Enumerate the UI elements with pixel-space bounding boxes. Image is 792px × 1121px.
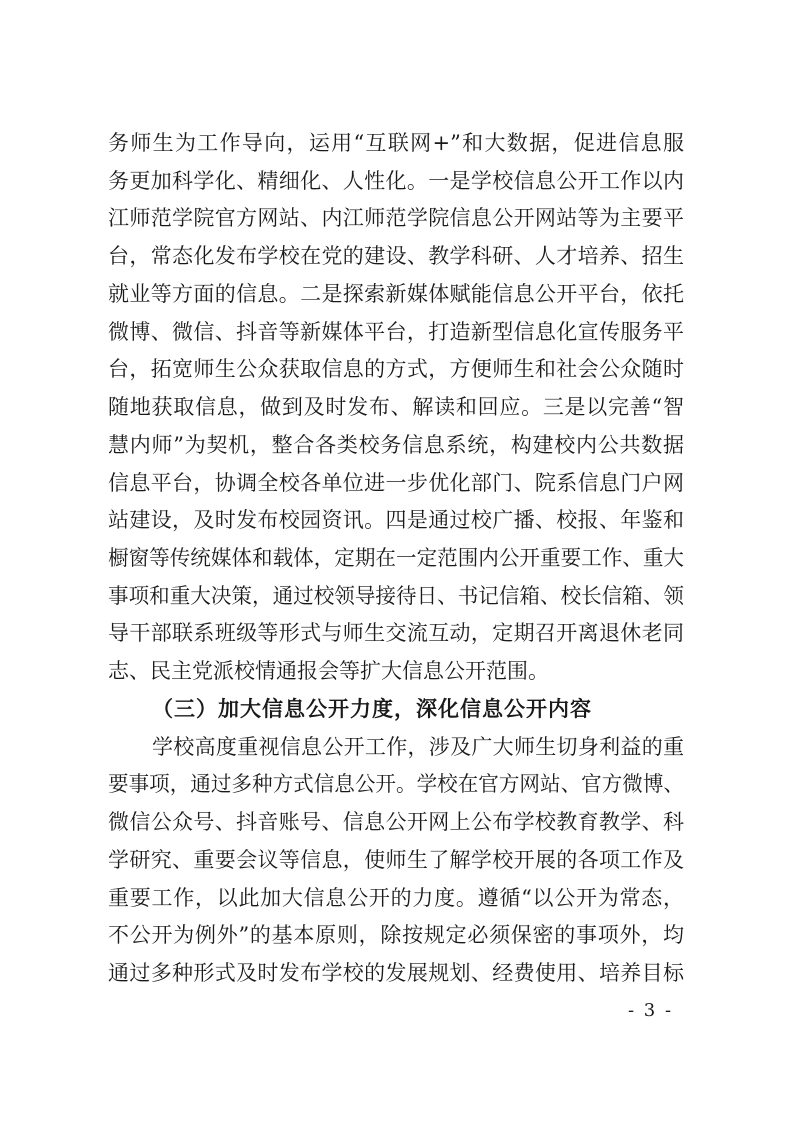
- paragraph-1-line-13: 事项和重大决策，通过校领导接待日、书记信箱、校长信箱、领: [108, 584, 685, 608]
- paragraph-1-line-5: 就业等方面的信息。二是探索新媒体赋能信息公开平台，依托: [108, 282, 684, 306]
- paragraph-1-line-11: 站建设，及时发布校园资讯。四是通过校广播、校报、年鉴和: [108, 508, 684, 532]
- paragraph-2-line-1: 学校高度重视信息公开工作，涉及广大师生切身利益的重: [152, 735, 684, 759]
- paragraph-1-line-3: 江师范学院官方网站、内江师范学院信息公开网站等为主要平: [108, 206, 684, 230]
- paragraph-1-line-8: 随地获取信息，做到及时发布、解读和回应。三是以完善“智: [108, 395, 684, 419]
- paragraph-2-line-7: 通过多种形式及时发布学校的发展规划、经费使用、培养目标: [108, 961, 684, 985]
- paragraph-1-line-14: 导干部联系班级等形式与师生交流互动，定期召开离退休老同: [108, 621, 684, 645]
- paragraph-1-line-2: 务更加科学化、精细化、人性化。一是学校信息公开工作以内: [108, 169, 684, 193]
- section-heading: （三）加大信息公开力度，深化信息公开内容: [152, 696, 592, 721]
- paragraph-2-line-3: 微信公众号、抖音账号、信息公开网上公布学校教育教学、科: [108, 810, 684, 834]
- paragraph-1-line-12: 橱窗等传统媒体和载体，定期在一定范围内公开重要工作、重大: [108, 546, 685, 570]
- paragraph-1-line-10: 信息平台，协调全校各单位进一步优化部门、院系信息门户网: [108, 471, 684, 495]
- paragraph-1-line-15: 志、民主党派校情通报会等扩大信息公开范围。: [108, 659, 549, 683]
- paragraph-2-line-6: 不公开为例外”的基本原则，除按规定必须保密的事项外，均: [108, 923, 684, 947]
- paragraph-2-line-5: 重要工作，以此加大信息公开的力度。遵循“以公开为常态，: [108, 886, 684, 910]
- paragraph-1-line-4: 台，常态化发布学校在党的建设、教学科研、人才培养、招生: [108, 244, 684, 268]
- paragraph-1-line-7: 台，拓宽师生公众获取信息的方式，方便师生和社会公众随时: [108, 357, 684, 381]
- paragraph-2-line-4: 学研究、重要会议等信息，使师生了解学校开展的各项工作及: [108, 848, 684, 872]
- paragraph-1-line-9: 慧内师”为契机，整合各类校务信息系统，构建校内公共数据: [108, 433, 684, 457]
- paragraph-1-line-6: 微博、微信、抖音等新媒体平台，打造新型信息化宣传服务平: [108, 320, 684, 344]
- paragraph-2-line-2: 要事项，通过多种方式信息公开。学校在官方网站、官方微博、: [108, 772, 685, 796]
- page-number: - 3 -: [628, 1000, 674, 1021]
- paragraph-1-line-1: 务师生为工作导向，运用“互联网+”和大数据，促进信息服: [108, 131, 684, 155]
